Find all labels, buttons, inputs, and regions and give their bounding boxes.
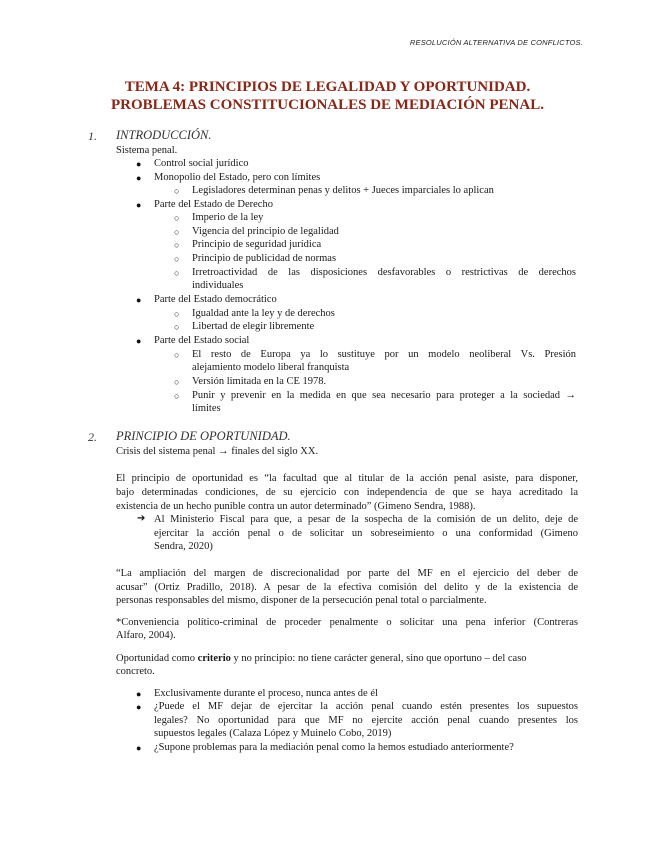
paragraph-line: bajo determinadas condiciones, de su ejercicio con independencia de que se haya acreditado la (116, 487, 578, 498)
bullet-icon: ● (136, 743, 142, 753)
list-item-cont: legales? No oportunidad para que MF no ejercite acción penal cuando presentes los (154, 715, 578, 726)
paragraph-line: Oportunidad como criterio y no principio: no tiene carácter general, sino que oportuno – del caso (116, 653, 527, 664)
circle-bullet-icon: ○ (174, 213, 180, 223)
sub-list-item: Legisladores determinan penas y delitos + Jueces imparciales lo aplican (192, 185, 494, 196)
bullet-icon: ● (136, 295, 142, 305)
section-1-intro: Sistema penal. (116, 145, 178, 156)
paragraph-line: existencia de un hecho punible contra un autor determinado” (Gimeno Sendra, 1988). (116, 501, 476, 512)
sub-list-item: Principio de publicidad de normas (192, 253, 337, 264)
sub-list-item: Irretroactividad de las disposiciones desfavorables o restrictivas de derechos (192, 267, 576, 278)
page-title (60, 78, 595, 114)
paragraph-line: “La ampliación del margen de discrecionalidad por parte del MF en el ejercicio del deber de (116, 568, 578, 579)
paragraph-line: *Conveniencia político-criminal de proceder penalmente o solicitar una pena inferior (Contreras (116, 617, 578, 628)
circle-bullet-icon: ○ (174, 391, 180, 401)
paragraph-line: El principio de oportunidad es “la facultad que al titular de la acción penal asiste, para disponer, (116, 473, 578, 484)
sub-list-item: Igualdad ante la ley y de derechos (192, 308, 335, 319)
section-1-title: INTRODUCCIÓN. (116, 128, 212, 142)
circle-bullet-icon: ○ (174, 186, 180, 196)
paragraph-line: acusar” (Ortiz Pradillo, 2018). A pesar de la efectiva comisión del delito y de la existencia de (116, 582, 578, 593)
arrow-item-line: ejercitar la acción penal o de solicitar un sobreseimiento o una conformidad (Gimeno (154, 528, 578, 539)
bullet-icon: ● (136, 200, 142, 210)
circle-bullet-icon: ○ (174, 309, 180, 319)
circle-bullet-icon: ○ (174, 240, 180, 250)
bullet-icon: ● (136, 159, 142, 169)
sub-list-item: Principio de seguridad jurídica (192, 239, 322, 250)
paragraph-line: personas responsables del mismo, disponer de la persecución penal total o parcialmente. (116, 595, 487, 606)
section-1-number: 1. (88, 129, 97, 143)
bullet-icon: ● (136, 702, 142, 712)
running-header: RESOLUCIÓN ALTERNATIVA DE CONFLICTOS. (409, 38, 583, 47)
section-2-title: PRINCIPIO DE OPORTUNIDAD. (116, 429, 291, 443)
circle-bullet-icon: ○ (174, 350, 180, 360)
sub-list-item-cont: individuales (192, 280, 244, 291)
list-item: Control social jurídico (154, 158, 249, 169)
bullet-icon: ● (136, 336, 142, 346)
list-item: Monopolio del Estado, pero con límites (154, 172, 321, 183)
list-item-cont: supuestos legales (Calaza López y Muinelo Cobo, 2019) (154, 728, 392, 739)
section-2-number: 2. (88, 430, 97, 444)
sub-list-item: Versión limitada en la CE 1978. (192, 376, 327, 387)
section-2-intro: Crisis del sistema penal → finales del siglo XX. (116, 446, 319, 457)
list-item: Exclusivamente durante el proceso, nunca antes de él (154, 688, 378, 699)
title-line-2: PROBLEMAS CONSTITUCIONALES DE MEDIACIÓN PENAL. (111, 97, 544, 113)
list-item: Parte del Estado social (154, 335, 250, 346)
arrow-item-line: Sendra, 2020) (154, 541, 213, 552)
sub-list-item-cont: límites (192, 403, 221, 414)
sub-list-item: Libertad de elegir libremente (192, 321, 315, 332)
sub-list-item: Imperio de la ley (192, 212, 264, 223)
arrow-icon: ➔ (137, 513, 146, 524)
bullet-icon: ● (136, 689, 142, 699)
list-item: Parte del Estado de Derecho (154, 199, 273, 210)
sub-list-item: Punir y prevenir en la medida en que sea necesario para proteger a la sociedad → (192, 390, 576, 401)
sub-list-item: Vigencia del principio de legalidad (192, 226, 339, 237)
bullet-icon: ● (136, 173, 142, 183)
list-item: ¿Supone problemas para la mediación penal como la hemos estudiado anteriormente? (154, 742, 514, 753)
paragraph-line: concreto. (116, 666, 155, 677)
list-item: Parte del Estado democrático (154, 294, 277, 305)
circle-bullet-icon: ○ (174, 268, 180, 278)
circle-bullet-icon: ○ (174, 322, 180, 332)
arrow-item-line: Al Ministerio Fiscal para que, a pesar de la sospecha de la comisión de un delito, deje de (154, 514, 578, 525)
sub-list-item: El resto de Europa ya lo sustituye por un modelo neoliberal Vs. Presión (192, 349, 576, 360)
paragraph-line: Alfaro, 2004). (116, 630, 176, 641)
circle-bullet-icon: ○ (174, 377, 180, 387)
sub-list-item-cont: alejamiento modelo liberal franquista (192, 362, 350, 373)
circle-bullet-icon: ○ (174, 254, 180, 264)
bold-term: criterio (197, 653, 231, 664)
title-line-1: TEMA 4: PRINCIPIOS DE LEGALIDAD Y OPORTUNIDAD. (124, 79, 531, 95)
list-item: ¿Puede el MF dejar de ejercitar la acción penal cuando estén presentes los supuestos (154, 701, 578, 712)
circle-bullet-icon: ○ (174, 227, 180, 237)
